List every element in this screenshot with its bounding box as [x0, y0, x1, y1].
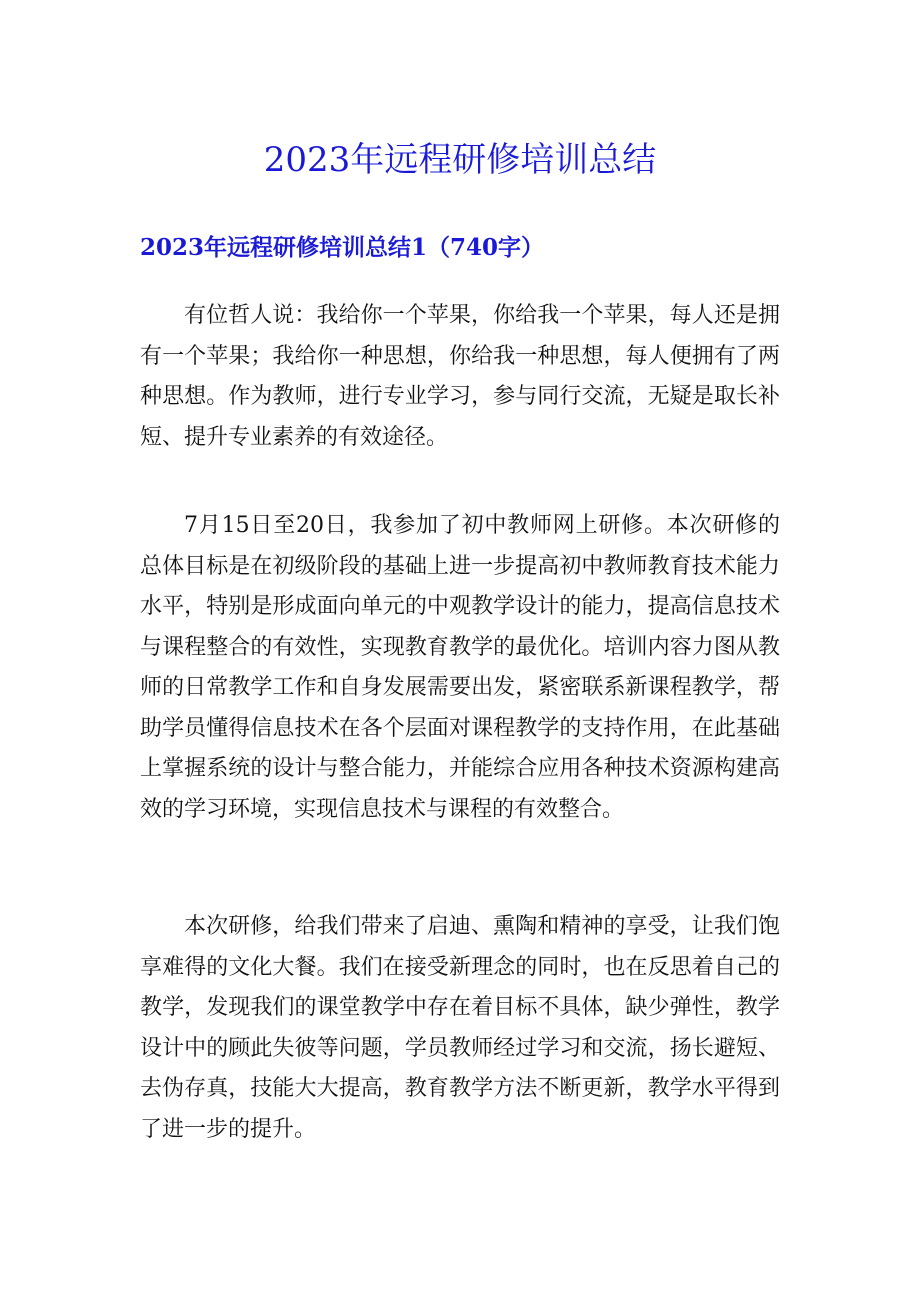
paragraph-1: 有位哲人说：我给你一个苹果，你给我一个苹果，每人还是拥有一个苹果；我给你一种思想，你给我一种思想，每人便拥有了两种思想。作为教师，进行专业学习，参与同行交流，无疑是取长补短、提升专业素养的有效途径。	[140, 303, 780, 450]
section-heading: 2023年远程研修培训总结1（740字）	[140, 234, 545, 261]
paragraph-3: 本次研修，给我们带来了启迪、熏陶和精神的享受，让我们饱享难得的文化大餐。我们在接受新理念的同时，也在反思着自己的教学，发现我们的课堂教学中存在着目标不具体，缺少弹性，教学设计中的顾此失彼等问题，学员教师经过学习和交流，扬长避短、去伪存真，技能大大提高，教育教学方法不断更新，教学水平得到了进一步的提升。	[140, 914, 780, 1142]
paragraph-2: 7月15日至20日，我参加了初中教师网上研修。本次研修的总体目标是在初级阶段的基础上进一步提高初中教师教育技术能力水平，特别是形成面向单元的中观教学设计的能力，提高信息技术与课程整合的有效性，实现教育教学的最优化。培训内容力图从教师的日常教学工作和自身发展需要出发，紧密联系新课程教学，帮助学员懂得信息技术在各个层面对课程教学的支持作用，在此基础上掌握系统的设计与整合能力，并能综合应用各种技术资源构建高效的学习环境，实现信息技术与课程的有效整合。	[140, 513, 780, 822]
page-title: 2023年远程研修培训总结	[263, 140, 657, 180]
